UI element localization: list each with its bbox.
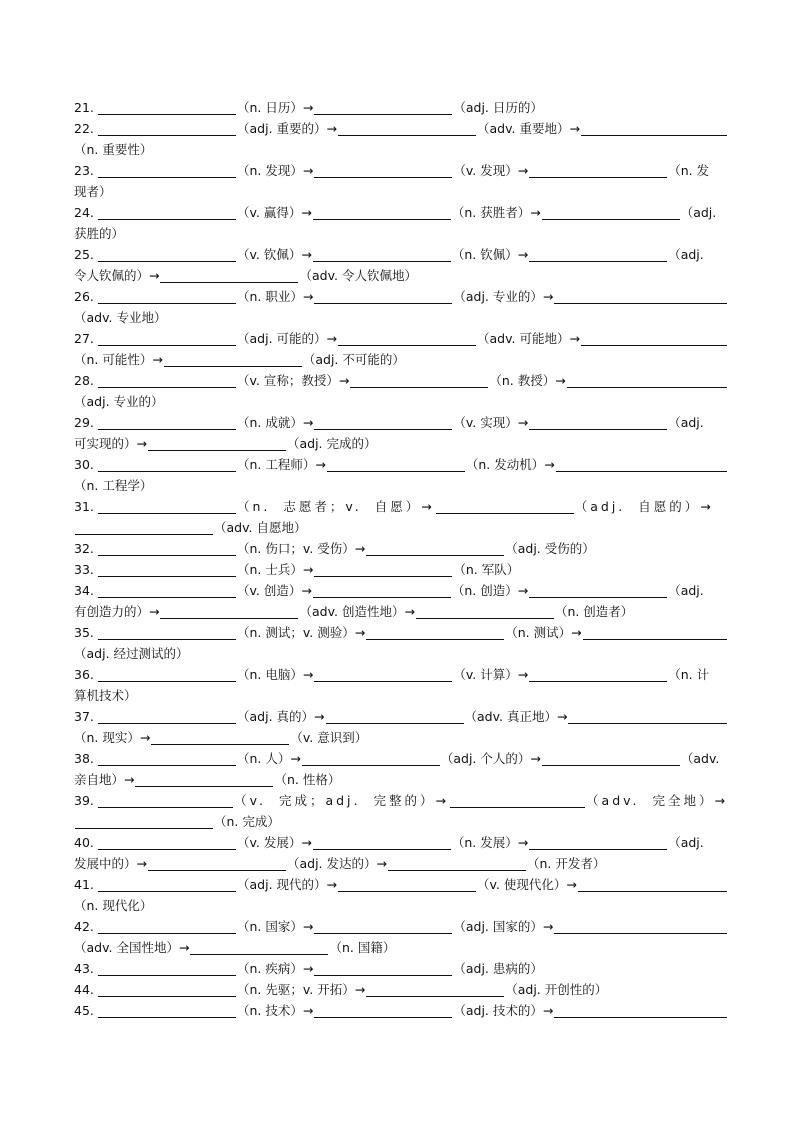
answer-blank[interactable] xyxy=(75,521,213,535)
word-form-hint: （n. 发动机）→ xyxy=(465,457,555,472)
item-number: 29. xyxy=(74,415,94,430)
word-form-hint: （adj. 自愿的）→ xyxy=(574,499,714,514)
answer-blank[interactable] xyxy=(314,1004,452,1018)
word-form-hint: （n. 发展）→ xyxy=(451,835,529,850)
answer-blank[interactable] xyxy=(416,605,554,619)
word-form-hint: 获胜的） xyxy=(74,226,125,241)
word-form-hint: （adj. xyxy=(680,205,717,220)
word-form-hint: （adv. 可能地）→ xyxy=(477,331,580,346)
exercise-continuation-line xyxy=(74,349,728,370)
word-form-hint: （v. 创造）→ xyxy=(237,583,312,598)
exercise-line xyxy=(74,454,728,475)
answer-blank[interactable] xyxy=(327,458,465,472)
word-form-hint: （adj. 患病的） xyxy=(453,961,543,976)
exercise-line xyxy=(74,328,728,349)
exercise-line xyxy=(74,622,728,643)
answer-blank[interactable] xyxy=(302,752,440,766)
answer-blank[interactable] xyxy=(366,983,504,997)
answer-blank[interactable] xyxy=(338,878,476,892)
exercise-line xyxy=(74,412,728,433)
exercise-continuation-line xyxy=(74,643,728,664)
word-form-hint: （n. 发 xyxy=(668,163,710,178)
answer-blank[interactable] xyxy=(314,920,452,934)
word-form-hint: （adj. 经过测试的） xyxy=(74,646,189,661)
exercise-line xyxy=(74,496,728,517)
word-form-hint: （v. 宣称；教授）→ xyxy=(237,373,350,388)
word-form-hint: （adv. 真正地）→ xyxy=(464,709,568,724)
word-form-hint: （v. 意识到） xyxy=(290,730,368,745)
item-number: 33. xyxy=(74,562,94,577)
exercise-line xyxy=(74,748,728,769)
answer-blank[interactable] xyxy=(98,248,236,262)
exercise-line xyxy=(74,538,728,559)
exercise-continuation-line xyxy=(74,769,728,790)
answer-blank[interactable] xyxy=(98,794,233,808)
answer-blank[interactable] xyxy=(338,332,476,346)
word-form-hint: （n. 日历）→ xyxy=(237,100,314,115)
word-form-hint: （n. 军队） xyxy=(453,562,520,577)
word-form-hint: （adv. 专业地） xyxy=(74,310,167,325)
word-form-hint: （adj. 重要的）→ xyxy=(237,121,337,136)
answer-blank[interactable] xyxy=(529,836,667,850)
item-number: 21. xyxy=(74,100,94,115)
word-form-hint: 现者） xyxy=(74,184,112,199)
answer-blank[interactable] xyxy=(98,836,236,850)
exercise-continuation-line xyxy=(74,727,728,748)
answer-blank[interactable] xyxy=(366,626,504,640)
answer-blank[interactable] xyxy=(314,101,452,115)
answer-blank[interactable] xyxy=(313,584,451,598)
item-number: 23. xyxy=(74,163,94,178)
exercise-line xyxy=(74,97,728,118)
answer-blank[interactable] xyxy=(98,1004,236,1018)
word-form-hint: （n. 人）→ xyxy=(237,751,301,766)
exercise-line xyxy=(74,286,728,307)
word-form-hint: 有创造力的）→ xyxy=(74,604,160,619)
answer-blank[interactable] xyxy=(578,878,727,892)
word-form-hint: （n. 职业）→ xyxy=(237,289,314,304)
answer-blank[interactable] xyxy=(568,710,727,724)
word-form-hint: （n. 性格） xyxy=(274,772,341,787)
exercise-line xyxy=(74,874,728,895)
exercise-line xyxy=(74,664,728,685)
answer-blank[interactable] xyxy=(556,458,727,472)
answer-blank[interactable] xyxy=(98,374,236,388)
exercise-line xyxy=(74,244,728,265)
exercise-continuation-line xyxy=(74,517,728,538)
exercise-line xyxy=(74,916,728,937)
item-number: 37. xyxy=(74,709,94,724)
word-form-hint: （n. 教授）→ xyxy=(489,373,566,388)
answer-blank[interactable] xyxy=(314,962,452,976)
exercise-line xyxy=(74,1000,728,1021)
word-form-hint: （n. 现实）→ xyxy=(74,730,151,745)
item-number: 41. xyxy=(74,877,94,892)
exercise-line xyxy=(74,160,728,181)
answer-blank[interactable] xyxy=(160,605,298,619)
answer-blank[interactable] xyxy=(98,878,236,892)
exercise-continuation-line xyxy=(74,433,728,454)
word-form-hint: （n. 工程师）→ xyxy=(237,457,326,472)
item-number: 26. xyxy=(74,289,94,304)
word-form-hint: （adj. 专业的）→ xyxy=(453,289,554,304)
word-form-hint: （v. 发展）→ xyxy=(237,835,312,850)
item-number: 24. xyxy=(74,205,94,220)
word-form-hint: （n. 伤口；v. 受伤）→ xyxy=(237,541,366,556)
word-form-hint: （adv. 自愿地） xyxy=(214,520,307,535)
answer-blank[interactable] xyxy=(98,458,236,472)
word-form-hint: （adj. 可能的）→ xyxy=(237,331,337,346)
word-form-hint: （n. 疾病）→ xyxy=(237,961,314,976)
answer-blank[interactable] xyxy=(98,101,236,115)
word-form-hint: （adv. 创造性地）→ xyxy=(299,604,415,619)
word-form-hint: （adj. 日历的） xyxy=(453,100,543,115)
answer-blank[interactable] xyxy=(98,332,236,346)
answer-blank[interactable] xyxy=(98,122,236,136)
exercise-continuation-line xyxy=(74,181,728,202)
item-number: 38. xyxy=(74,751,94,766)
item-number: 43. xyxy=(74,961,94,976)
answer-blank[interactable] xyxy=(98,983,236,997)
word-form-hint: （n. 国家）→ xyxy=(237,919,314,934)
word-form-hint: （adj. 开创性的） xyxy=(505,982,608,997)
item-number: 25. xyxy=(74,247,94,262)
word-form-hint: （n. 创造者） xyxy=(554,604,634,619)
exercise-line xyxy=(74,790,728,811)
answer-blank[interactable] xyxy=(554,290,727,304)
item-number: 40. xyxy=(74,835,94,850)
answer-blank[interactable] xyxy=(98,710,236,724)
word-form-hint: （adj. xyxy=(668,415,704,430)
answer-blank[interactable] xyxy=(160,269,298,283)
word-form-hint: （n. 国籍） xyxy=(329,940,396,955)
word-form-hint: （v. 赢得）→ xyxy=(237,205,312,220)
word-form-hint: （v. 计算）→ xyxy=(453,667,529,682)
item-number: 28. xyxy=(74,373,94,388)
exercise-line xyxy=(74,958,728,979)
answer-blank[interactable] xyxy=(581,122,727,136)
word-form-hint: （adj. xyxy=(668,583,704,598)
worksheet xyxy=(74,97,728,1021)
exercise-continuation-line xyxy=(74,895,728,916)
word-form-hint: （n. 成就）→ xyxy=(237,415,314,430)
word-form-hint: （adj. 现代的）→ xyxy=(237,877,337,892)
answer-blank[interactable] xyxy=(148,437,286,451)
answer-blank[interactable] xyxy=(98,164,236,178)
answer-blank[interactable] xyxy=(164,353,302,367)
word-form-hint: （n. 测试）→ xyxy=(505,625,582,640)
exercise-continuation-line xyxy=(74,265,728,286)
answer-blank[interactable] xyxy=(98,920,236,934)
answer-blank[interactable] xyxy=(581,332,727,346)
answer-blank[interactable] xyxy=(98,563,236,577)
answer-blank[interactable] xyxy=(450,794,585,808)
answer-blank[interactable] xyxy=(338,122,476,136)
answer-blank[interactable] xyxy=(98,500,236,514)
exercise-continuation-line xyxy=(74,139,728,160)
exercise-line xyxy=(74,202,728,223)
answer-blank[interactable] xyxy=(529,584,667,598)
word-form-hint: （n. 先驱；v. 开拓）→ xyxy=(237,982,366,997)
word-form-hint: （adj. 专业的） xyxy=(74,394,164,409)
item-number: 44. xyxy=(74,982,94,997)
word-form-hint: （adj. 不可能的） xyxy=(302,352,405,367)
exercise-continuation-line xyxy=(74,853,728,874)
item-number: 39. xyxy=(74,793,94,808)
answer-blank[interactable] xyxy=(98,206,236,220)
word-form-hint: （adj. 技术的）→ xyxy=(453,1003,554,1018)
answer-blank[interactable] xyxy=(542,206,680,220)
exercise-continuation-line xyxy=(74,475,728,496)
word-form-hint: （v. 钦佩）→ xyxy=(237,247,312,262)
word-form-hint: （adv. 重要地）→ xyxy=(477,121,580,136)
exercise-continuation-line xyxy=(74,685,728,706)
item-number: 36. xyxy=(74,667,94,682)
answer-blank[interactable] xyxy=(567,374,727,388)
word-form-hint: （n. 获胜者）→ xyxy=(451,205,541,220)
item-number: 31. xyxy=(74,499,94,514)
word-form-hint: （adv. 全国性地）→ xyxy=(74,940,190,955)
answer-blank[interactable] xyxy=(350,374,488,388)
word-form-hint: （n. 工程学） xyxy=(74,478,153,493)
word-form-hint: （n. 完成） xyxy=(214,814,280,829)
word-form-hint: 发展中的）→ xyxy=(74,856,147,871)
exercise-line xyxy=(74,580,728,601)
exercise-line xyxy=(74,370,728,391)
exercise-line xyxy=(74,706,728,727)
answer-blank[interactable] xyxy=(542,752,680,766)
word-form-hint: 亲自地）→ xyxy=(74,772,135,787)
exercise-line xyxy=(74,832,728,853)
answer-blank[interactable] xyxy=(98,584,236,598)
word-form-hint: 令人钦佩的）→ xyxy=(74,268,160,283)
item-number: 27. xyxy=(74,331,94,346)
word-form-hint: （adv. 完全地）→ xyxy=(586,793,728,808)
answer-blank[interactable] xyxy=(98,668,236,682)
word-form-hint: （n. 志愿者；v. 自愿）→ xyxy=(237,499,435,514)
word-form-hint: （n. 现代化） xyxy=(74,898,153,913)
answer-blank[interactable] xyxy=(75,815,213,829)
answer-blank[interactable] xyxy=(388,857,526,871)
answer-blank[interactable] xyxy=(313,836,451,850)
answer-blank[interactable] xyxy=(313,248,451,262)
item-number: 45. xyxy=(74,1003,94,1018)
answer-blank[interactable] xyxy=(554,920,727,934)
answer-blank[interactable] xyxy=(314,290,452,304)
word-form-hint: （adj. xyxy=(668,247,704,262)
item-number: 42. xyxy=(74,919,94,934)
answer-blank[interactable] xyxy=(135,773,273,787)
answer-blank[interactable] xyxy=(436,500,574,514)
exercise-line xyxy=(74,118,728,139)
answer-blank[interactable] xyxy=(314,416,452,430)
word-form-hint: （adj. 完成的） xyxy=(286,436,377,451)
item-number: 32. xyxy=(74,541,94,556)
word-form-hint: 算机技术） xyxy=(74,688,137,703)
word-form-hint: （n. 开发者） xyxy=(526,856,606,871)
answer-blank[interactable] xyxy=(98,290,236,304)
word-form-hint: （n. 发现）→ xyxy=(237,163,314,178)
word-form-hint: （n. 技术）→ xyxy=(237,1003,314,1018)
word-form-hint: （n. 士兵）→ xyxy=(237,562,314,577)
word-form-hint: （n. 钦佩）→ xyxy=(451,247,529,262)
word-form-hint: （adj. 个人的）→ xyxy=(440,751,541,766)
word-form-hint: （v. 使现代化）→ xyxy=(477,877,577,892)
word-form-hint: （v. 实现）→ xyxy=(453,415,529,430)
answer-blank[interactable] xyxy=(529,248,667,262)
word-form-hint: （v. 完成；adj. 完整的）→ xyxy=(234,793,449,808)
answer-blank[interactable] xyxy=(313,206,451,220)
answer-blank[interactable] xyxy=(98,542,236,556)
exercise-line xyxy=(74,559,728,580)
word-form-hint: （adv. 令人钦佩地） xyxy=(299,268,417,283)
exercise-continuation-line xyxy=(74,601,728,622)
exercise-line xyxy=(74,979,728,1000)
answer-blank[interactable] xyxy=(314,563,452,577)
answer-blank[interactable] xyxy=(529,416,667,430)
answer-blank[interactable] xyxy=(583,626,727,640)
word-form-hint: （n. 可能性）→ xyxy=(74,352,163,367)
word-form-hint: （adj. 国家的）→ xyxy=(453,919,554,934)
answer-blank[interactable] xyxy=(366,542,504,556)
word-form-hint: （adj. 真的）→ xyxy=(237,709,325,724)
word-form-hint: （n. 重要性） xyxy=(74,142,153,157)
answer-blank[interactable] xyxy=(529,164,667,178)
answer-blank[interactable] xyxy=(148,857,286,871)
answer-blank[interactable] xyxy=(98,626,236,640)
word-form-hint: （adv. xyxy=(680,751,720,766)
exercise-continuation-line xyxy=(74,811,728,832)
word-form-hint: （n. 测试；v. 测验）→ xyxy=(237,625,366,640)
item-number: 34. xyxy=(74,583,94,598)
exercise-continuation-line xyxy=(74,391,728,412)
item-number: 22. xyxy=(74,121,94,136)
word-form-hint: 可实现的）→ xyxy=(74,436,147,451)
word-form-hint: （n. 创造）→ xyxy=(451,583,529,598)
answer-blank[interactable] xyxy=(190,941,328,955)
answer-blank[interactable] xyxy=(529,668,667,682)
answer-blank[interactable] xyxy=(326,710,464,724)
exercise-continuation-line xyxy=(74,307,728,328)
exercise-continuation-line xyxy=(74,937,728,958)
word-form-hint: （adj. 受伤的） xyxy=(505,541,595,556)
word-form-hint: （n. 电脑）→ xyxy=(237,667,314,682)
answer-blank[interactable] xyxy=(314,164,452,178)
item-number: 30. xyxy=(74,457,94,472)
answer-blank[interactable] xyxy=(98,416,236,430)
answer-blank[interactable] xyxy=(98,752,236,766)
answer-blank[interactable] xyxy=(554,1004,727,1018)
word-form-hint: （n. 计 xyxy=(668,667,710,682)
word-form-hint: （adj. 发达的）→ xyxy=(286,856,387,871)
item-number: 35. xyxy=(74,625,94,640)
exercise-continuation-line xyxy=(74,223,728,244)
word-form-hint: （adj. xyxy=(668,835,704,850)
answer-blank[interactable] xyxy=(98,962,236,976)
answer-blank[interactable] xyxy=(314,668,452,682)
answer-blank[interactable] xyxy=(151,731,289,745)
word-form-hint: （v. 发现）→ xyxy=(453,163,529,178)
